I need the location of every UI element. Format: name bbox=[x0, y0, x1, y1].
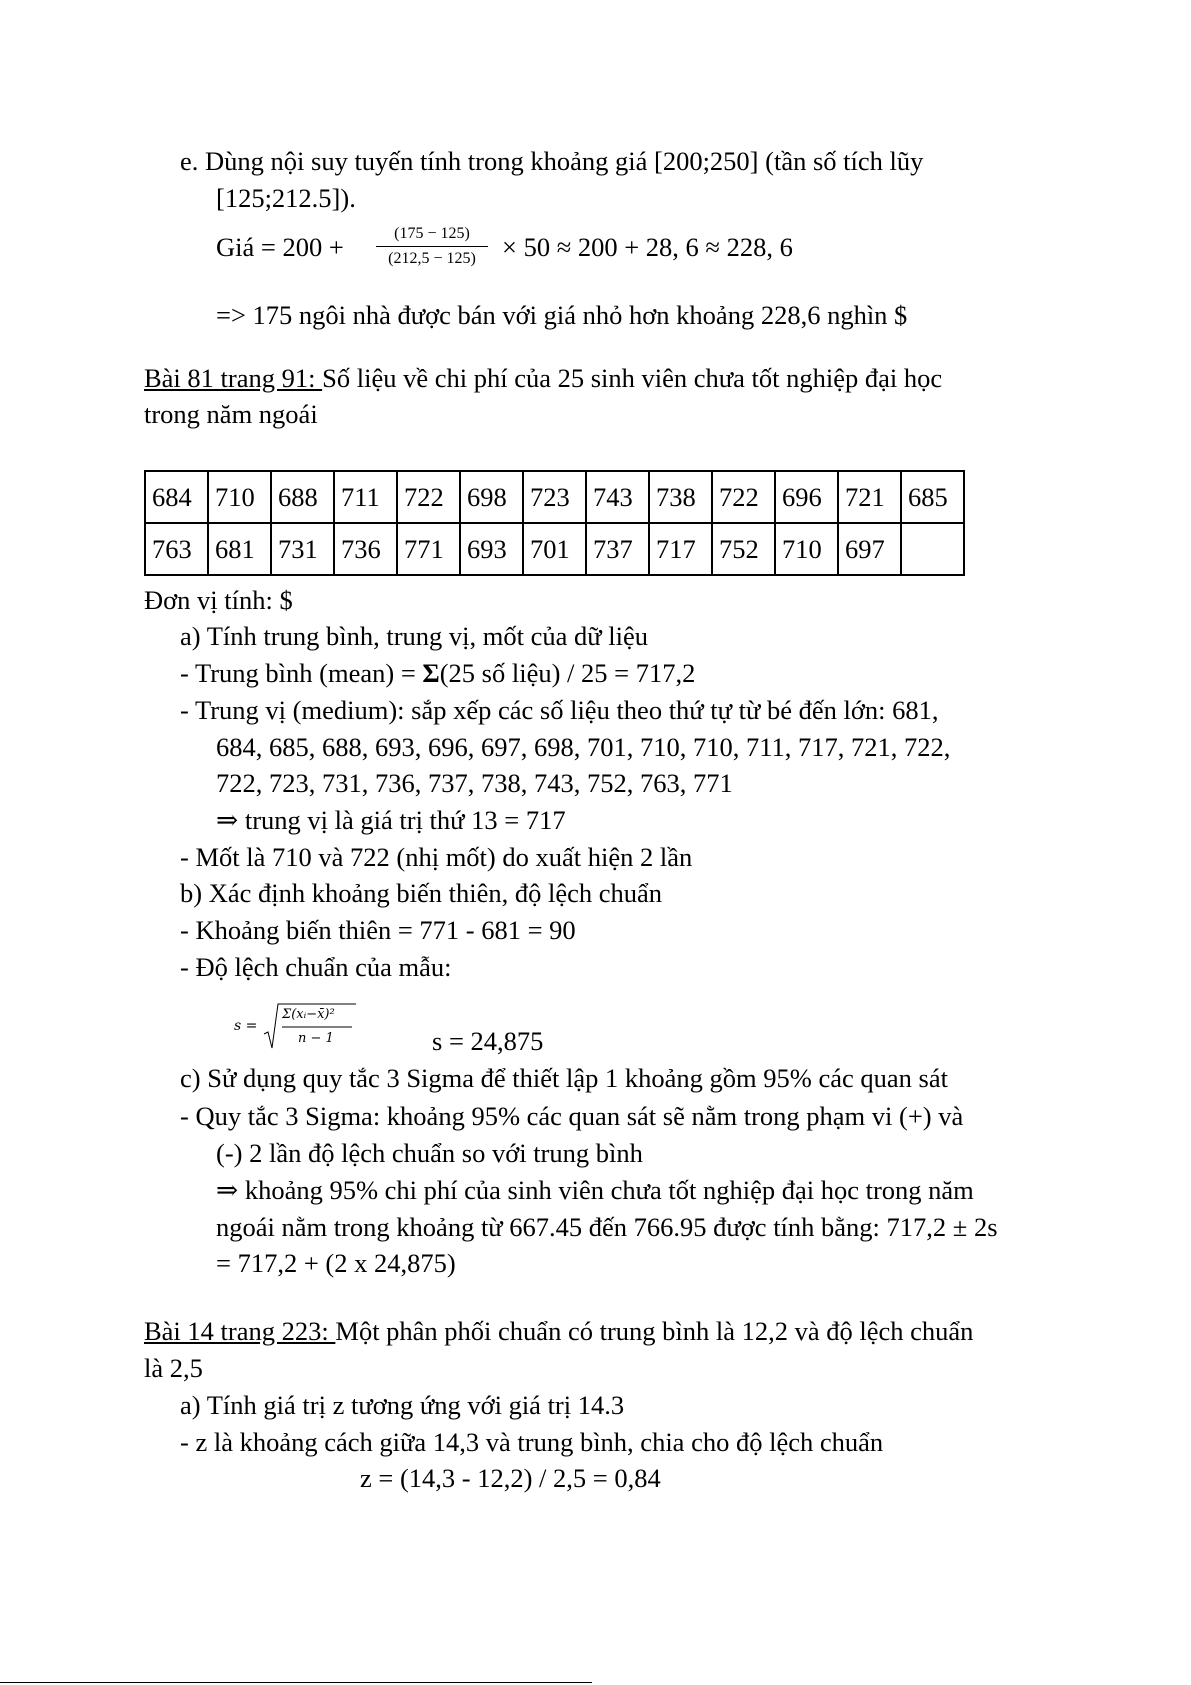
sigma-result-line-3: = 717,2 + (2 x 24,875) bbox=[216, 1248, 456, 1278]
table-cell: 684 bbox=[145, 471, 208, 523]
fraction-denominator: (212,5 − 125) bbox=[388, 250, 476, 267]
table-cell: 738 bbox=[649, 471, 712, 523]
part-e-conclusion: => 175 ngôi nhà được bán với giá nhỏ hơn khoảng 228,6 nghìn $ bbox=[216, 300, 908, 330]
formula-prefix: Giá = 200 + bbox=[216, 232, 344, 262]
table-cell: 710 bbox=[775, 523, 838, 575]
part-e-line-1: e. Dùng nội suy tuyến tính trong khoảng giá [200;250] (tần số tích lũy bbox=[180, 146, 924, 176]
table-cell: 693 bbox=[460, 523, 523, 575]
fraction-numerator: (175 − 125) bbox=[394, 225, 470, 242]
part-e-line-2: [125;212.5]). bbox=[216, 183, 356, 213]
table-cell: 743 bbox=[586, 471, 649, 523]
sigma-rule-line-1: - Quy tắc 3 Sigma: khoảng 95% các quan sát sẽ nằm trong phạm vi (+) và bbox=[180, 1101, 964, 1131]
unit-label: Đơn vị tính: $ bbox=[144, 585, 293, 615]
table-cell: 711 bbox=[334, 471, 397, 523]
bai81-title bbox=[144, 361, 942, 395]
stdev-label-line: - Độ lệch chuẩn của mẫu: bbox=[180, 952, 452, 982]
median-line-2: 684, 685, 688, 693, 696, 697, 698, 701, 710, 710, 711, 717, 721, 722, bbox=[216, 732, 951, 762]
sigma-result-line-1: ⇒ khoảng 95% chi phí của sinh viên chưa tốt nghiệp đại học trong năm bbox=[216, 1175, 974, 1205]
median-line-3: 722, 723, 731, 736, 737, 738, 743, 752, 763, 771 bbox=[216, 768, 733, 798]
stdev-formula-numerator: Σ(xᵢ−x̄)² bbox=[282, 1007, 335, 1022]
sigma-result-line-2: ngoái nằm trong khoảng từ 667.45 đến 766.95 được tính bằng: 717,2 ± 2s bbox=[216, 1212, 998, 1242]
bai14-title-text: Một phân phối chuẩn có trung bình là 12,2 và độ lệch chuẩn bbox=[335, 1316, 974, 1346]
table-cell: 698 bbox=[460, 471, 523, 523]
footnote-divider bbox=[0, 1682, 592, 1683]
table-cell: 717 bbox=[649, 523, 712, 575]
question-a: a) Tính trung bình, trung vị, mốt của dữ liệu bbox=[180, 621, 648, 651]
stdev-formula-denominator: n − 1 bbox=[298, 1031, 334, 1046]
table-cell: 697 bbox=[838, 523, 901, 575]
data-table bbox=[144, 470, 965, 576]
sigma-symbol: Σ bbox=[422, 658, 440, 688]
sigma-rule-line-2: (-) 2 lần độ lệch chuẩn so với trung bình bbox=[216, 1138, 643, 1168]
mean-value: (25 số liệu) / 25 = 717,2 bbox=[439, 658, 696, 688]
table-cell: 721 bbox=[838, 471, 901, 523]
table-cell: 685 bbox=[901, 471, 964, 523]
table-cell: 723 bbox=[523, 471, 586, 523]
table-cell: 731 bbox=[271, 523, 334, 575]
table-cell: 722 bbox=[712, 471, 775, 523]
mode-line: - Mốt là 710 và 722 (nhị mốt) do xuất hiện 2 lần bbox=[180, 842, 693, 872]
bai14-z-result: z = (14,3 - 12,2) / 2,5 = 0,84 bbox=[360, 1463, 661, 1493]
bai14-question-a: a) Tính giá trị z tương ứng với giá trị 14.3 bbox=[180, 1390, 625, 1420]
bai81-title-label: Bài 81 trang 91: bbox=[144, 363, 323, 393]
fraction-bar bbox=[376, 246, 488, 247]
stdev-value: s = 24,875 bbox=[432, 1026, 544, 1056]
bai14-title-line-2: là 2,5 bbox=[144, 1353, 203, 1383]
formula-suffix: × 50 ≈ 200 + 28, 6 ≈ 228, 6 bbox=[502, 232, 793, 262]
median-result: ⇒ trung vị là giá trị thứ 13 = 717 bbox=[216, 805, 566, 835]
bai81-title-line-2: trong năm ngoái bbox=[144, 399, 318, 429]
table-row bbox=[145, 471, 964, 523]
bai14-title-label: Bài 14 trang 223: bbox=[144, 1316, 336, 1346]
mean-line bbox=[180, 656, 695, 690]
table-cell: 696 bbox=[775, 471, 838, 523]
bai14-title bbox=[144, 1314, 973, 1348]
question-c: c) Sử dụng quy tắc 3 Sigma để thiết lập 1 khoảng gồm 95% các quan sát bbox=[180, 1063, 948, 1093]
table-cell: 752 bbox=[712, 523, 775, 575]
table-row bbox=[145, 523, 964, 575]
table-cell: 688 bbox=[271, 471, 334, 523]
question-b: b) Xác định khoảng biến thiên, độ lệch chuẩn bbox=[180, 878, 663, 908]
table-cell: 763 bbox=[145, 523, 208, 575]
bai81-title-text: Số liệu về chi phí của 25 sinh viên chưa tốt nghiệp đại học bbox=[322, 363, 943, 393]
table-cell: 681 bbox=[208, 523, 271, 575]
table-cell: 722 bbox=[397, 471, 460, 523]
table-cell bbox=[901, 523, 964, 575]
bai14-z-explanation: - z là khoảng cách giữa 14,3 và trung bình, chia cho độ lệch chuẩn bbox=[180, 1427, 884, 1457]
table-cell: 701 bbox=[523, 523, 586, 575]
table-cell: 771 bbox=[397, 523, 460, 575]
stdev-formula-lhs: s = bbox=[234, 1018, 258, 1034]
table-cell: 710 bbox=[208, 471, 271, 523]
range-line: - Khoảng biến thiên = 771 - 681 = 90 bbox=[180, 915, 576, 945]
table-cell: 737 bbox=[586, 523, 649, 575]
table-cell: 736 bbox=[334, 523, 397, 575]
median-line-1: - Trung vị (medium): sắp xếp các số liệu theo thứ tự từ bé đến lớn: 681, bbox=[180, 695, 939, 725]
mean-label: - Trung bình (mean) = bbox=[180, 658, 423, 688]
